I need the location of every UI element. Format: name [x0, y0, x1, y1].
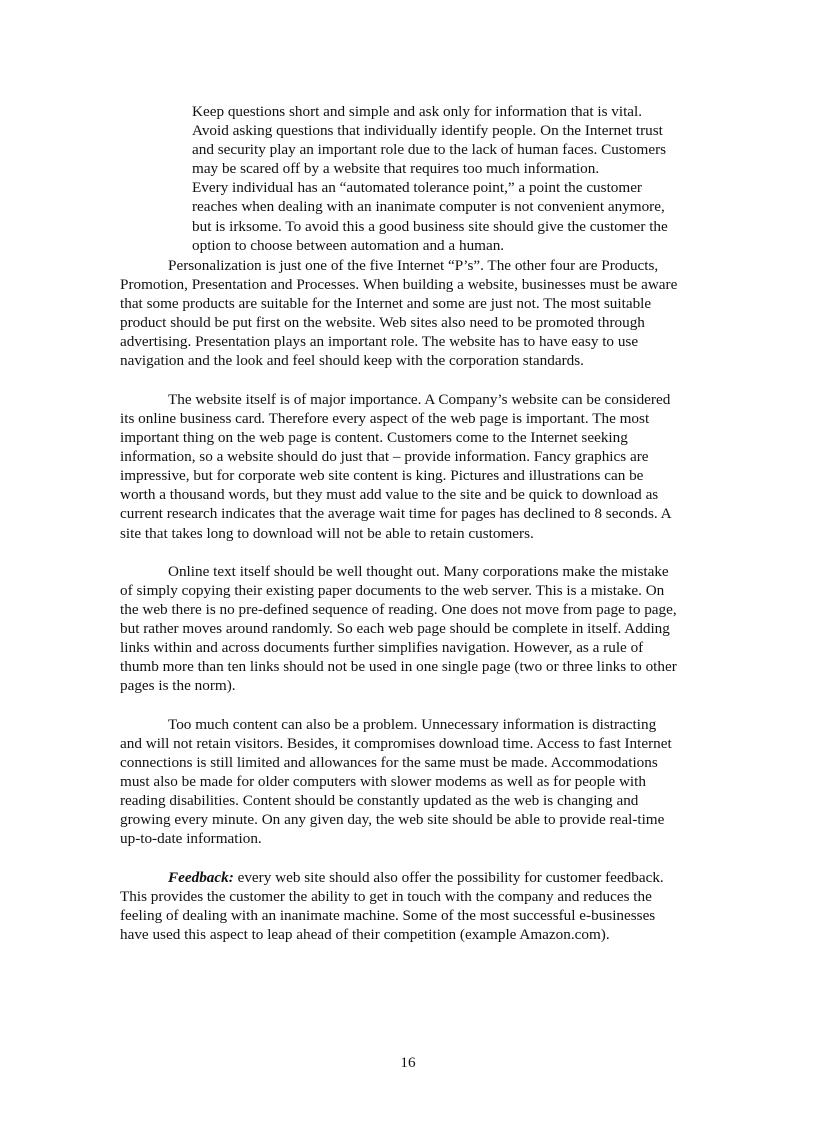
feedback-text: every web site should also offer the possibility for customer feedback. This provides the customer the ability to get in touch with the company and reduces the feeling of dealing with an inanimate machine. Some of the most successful e-businesses have used this aspect to leap ahead of their competition (example Amazon.com).: [120, 868, 664, 944]
paragraph-online-text: Online text itself should be well thought out. Many corporations make the mistake of simply copying their existing paper documents to the web server. This is a mistake. On the web there is no pre-defined sequence of reading. One does not move from page to page, but rather moves around randomly. So each web page should be complete in itself. Adding links within and across documents further simplifies navigation. However, as a rule of thumb more than ten links should not be used in one single page (two or three links to other pages is the norm).: [120, 562, 677, 695]
feedback-lead: Feedback:: [168, 868, 234, 886]
guideline-tolerance-point: Every individual has an “automated tolerance point,” a point the customer reaches when dealing with an inanimate computer is not convenient anymore, but is irksome. To avoid this a good business site should give the customer the option to choose between automation and a human.: [192, 179, 668, 254]
guideline-short-questions: Keep questions short and simple and ask only for information that is vital.: [192, 103, 643, 120]
paragraph-feedback: [120, 868, 680, 944]
paragraph-too-much-content: Too much content can also be a problem. Unnecessary information is distracting and will not retain visitors. Besides, it compromises download time. Access to fast Internet connections is still limited and allowances for the same must be made. Accommodations must also be made for older computers with slower modems as well as for people with reading disabilities. Content should be constantly updated as the web is changing and growing every minute. On any given day, the web site should be able to provide real-time up-to-date information.: [120, 715, 672, 848]
paragraph-website-importance: The website itself is of major importance. A Company’s website can be considered its online business card. Therefore every aspect of the web page is important. The most important thing on the web page is content. Customers come to the Internet seeking information, so a website should do just that – provide information. Fancy graphics are impressive, but for corporate web site content is king. Pictures and illustrations can be worth a thousand words, but they must add value to the site and be quick to download as current research indicates that the average wait time for pages has declined to 8 seconds. A site that takes long to download will not be able to retain customers.: [120, 390, 671, 542]
page-number: 16: [400, 1054, 416, 1071]
body-text: [120, 256, 680, 944]
paragraph-five-ps: Personalization is just one of the five Internet “P’s”. The other four are Products, Promotion, Presentation and Processes. When building a website, businesses must be aware that some products are suitable for the Internet and some are just not. The most suitable product should be put first on the website. Web sites also need to be promoted through advertising. Presentation plays an important role. The website has to have easy to use navigation and the look and feel should keep with the corporation standards.: [120, 257, 678, 370]
guideline-avoid-identifying: Avoid asking questions that individually identify people. On the Internet trust and security play an important role due to the lack of human faces. Customers may be scared off by a website that requires too much information.: [192, 122, 667, 178]
indented-guidelines-block: [192, 102, 682, 255]
